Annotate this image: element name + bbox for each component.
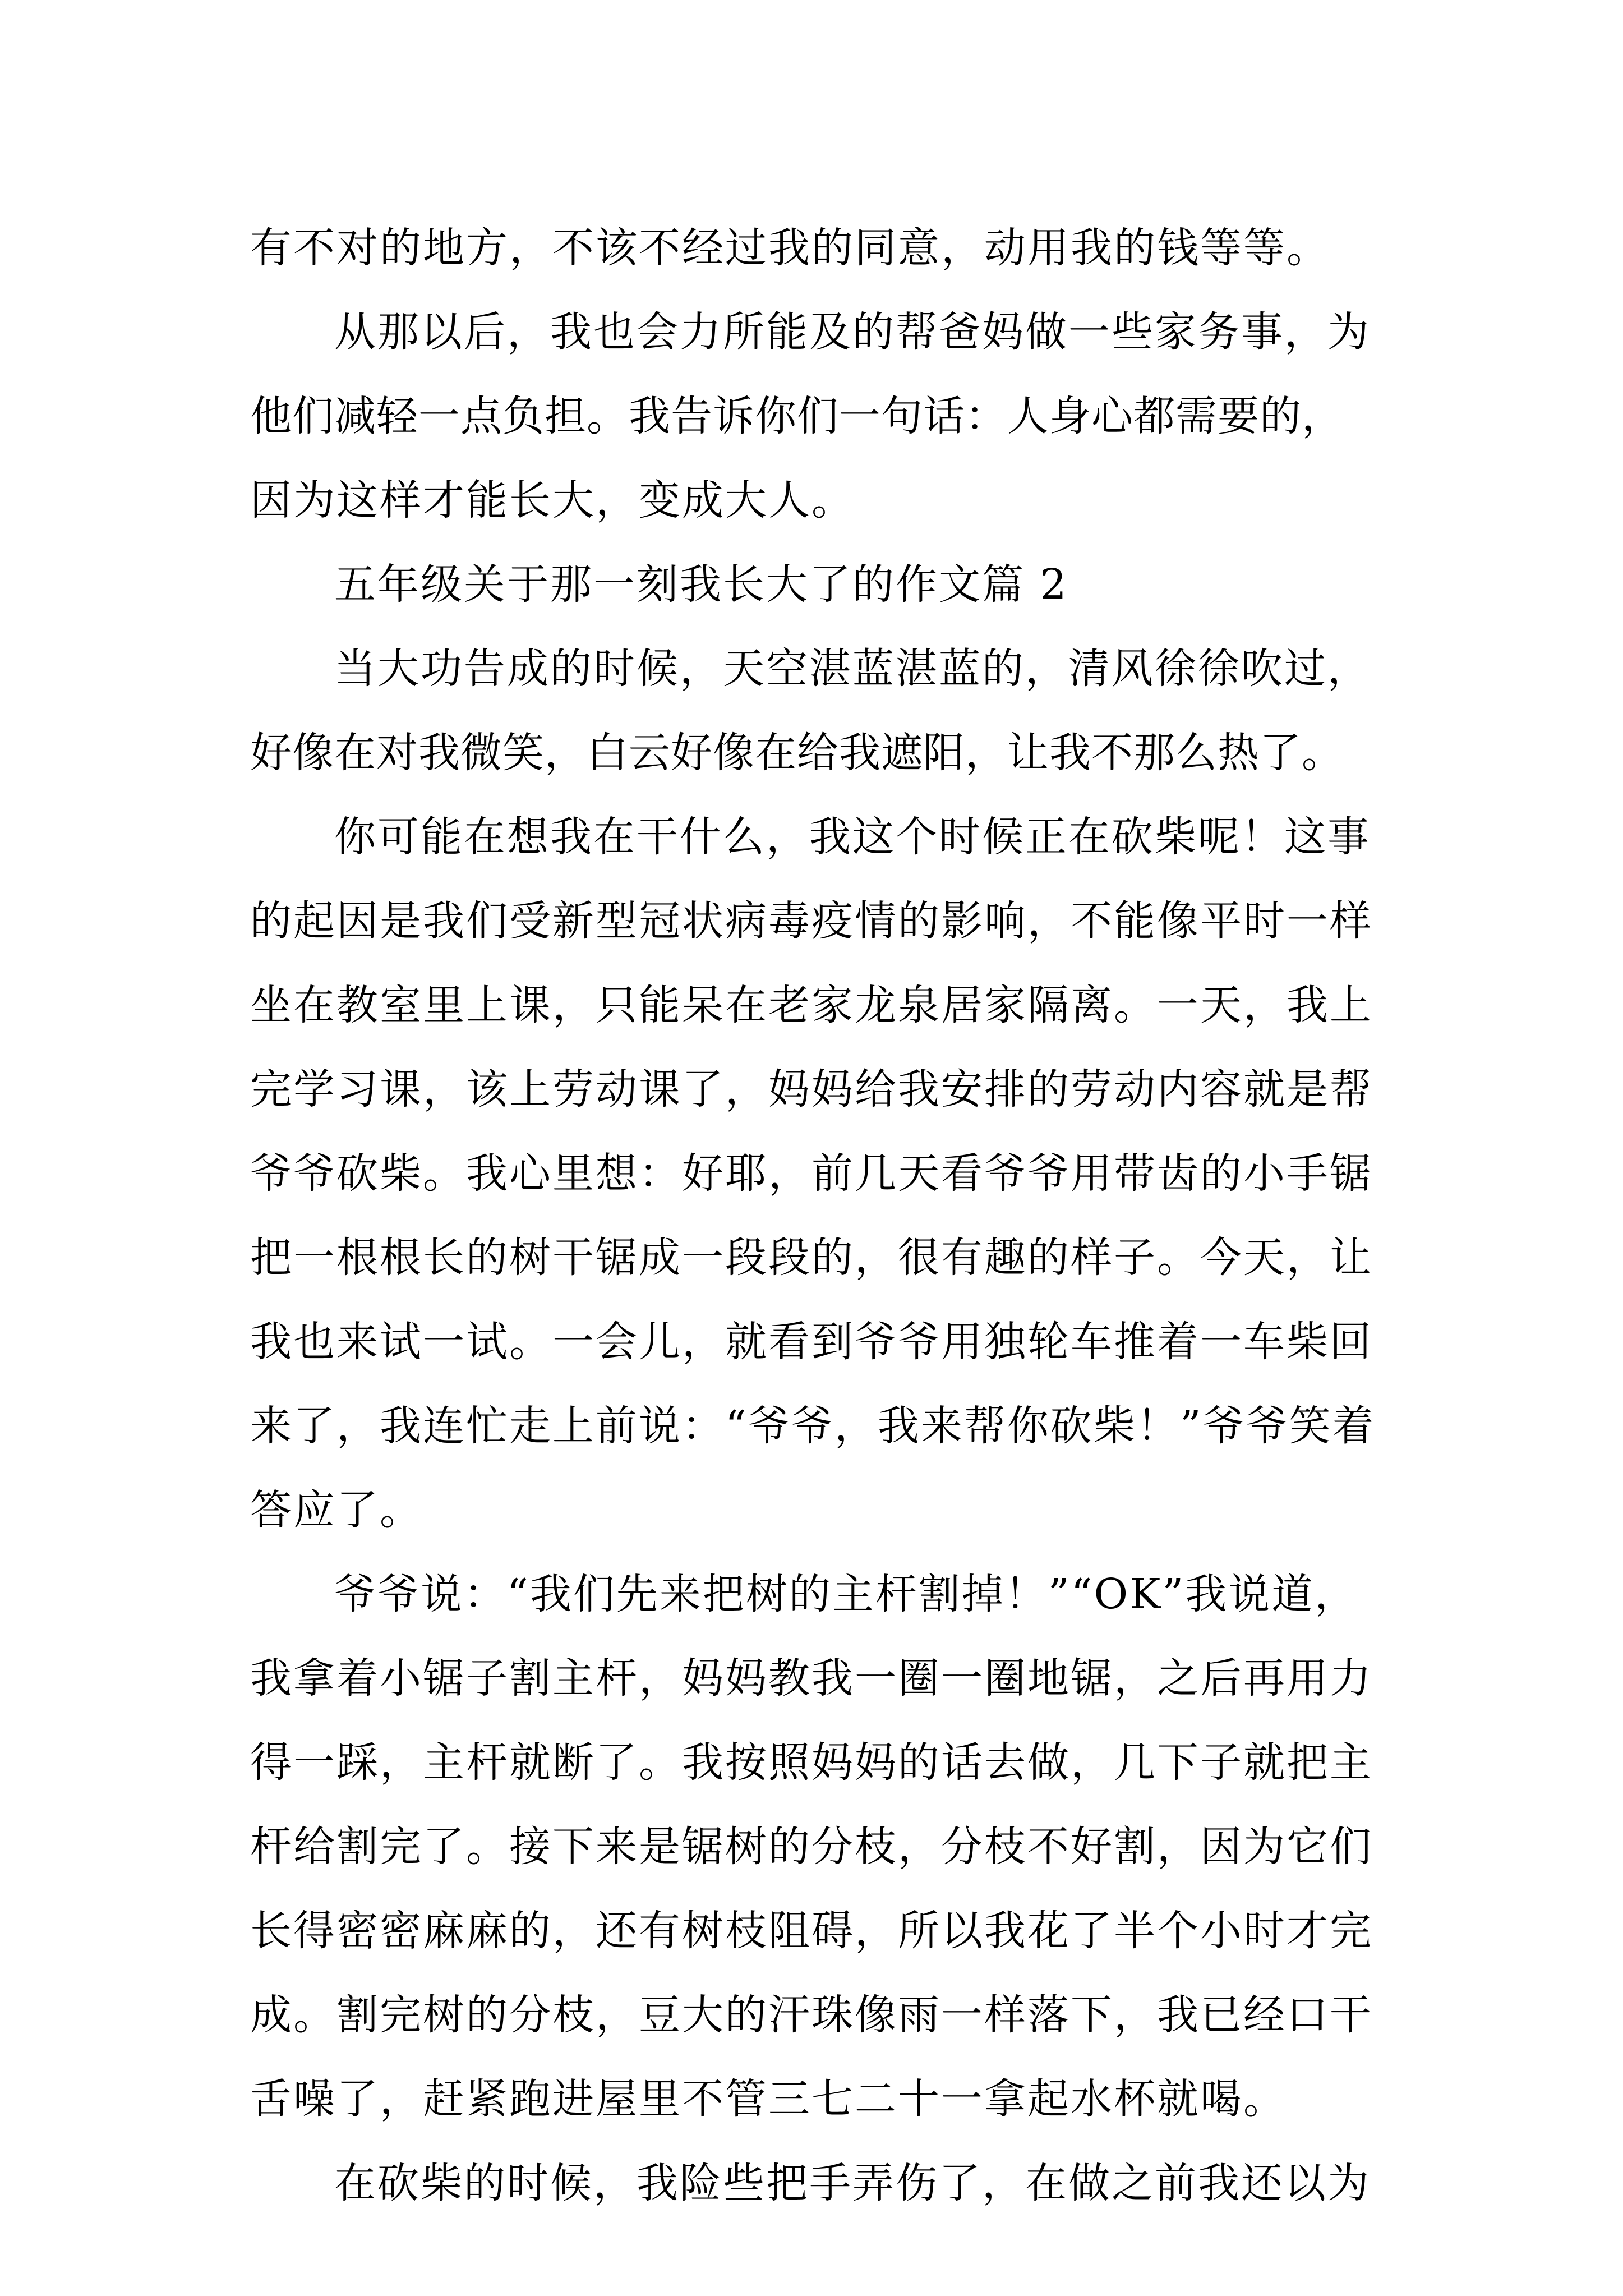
text-line: 的起因是我们受新型冠状病毒疫情的影响，不能像平时一样 [250, 897, 1373, 945]
text-line: 我也来试一试。一会儿，就看到爷爷用独轮车推着一车柴回 [250, 1318, 1373, 1366]
text-line: 当大功告成的时候，天空湛蓝湛蓝的，清风徐徐吹过， [334, 645, 1371, 693]
text-line: 舌噪了，赶紧跑进屋里不管三七二十一拿起水杯就喝。 [250, 2075, 1287, 2123]
text-line: 有不对的地方，不该不经过我的同意，动用我的钱等等。 [250, 224, 1330, 272]
text-line: 你可能在想我在干什么，我这个时候正在砍柴呢！这事 [334, 813, 1371, 861]
text-line: 我拿着小锯子割主杆，妈妈教我一圈一圈地锯，之后再用力 [250, 1654, 1373, 1703]
section-heading: 五年级关于那一刻我长大了的作文篇 2 [334, 560, 1068, 609]
text-line: 在砍柴的时候，我险些把手弄伤了，在做之前我还以为 [334, 2159, 1371, 2207]
text-line: 爷爷砍柴。我心里想：好耶，前几天看爷爷用带齿的小手锯 [250, 1149, 1373, 1198]
text-line: 爷爷说：“我们先来把树的主杆割掉！”“OK”我说道， [334, 1570, 1358, 1618]
text-line: 把一根根长的树干锯成一段段的，很有趣的样子。今天，让 [250, 1234, 1373, 1282]
text-line: 完学习课，该上劳动课了，妈妈给我安排的劳动内容就是帮 [250, 1065, 1373, 1114]
text-line: 好像在对我微笑，白云好像在给我遮阳，让我不那么热了。 [250, 729, 1344, 777]
text-line: 成。割完树的分枝，豆大的汗珠像雨一样落下，我已经口干 [250, 1991, 1373, 2039]
text-line: 答应了。 [250, 1486, 423, 1534]
text-line: 因为这样才能长大，变成大人。 [250, 476, 855, 524]
text-line: 来了，我连忙走上前说：“爷爷，我来帮你砍柴！”爷爷笑着 [250, 1402, 1376, 1450]
text-line: 得一踩，主杆就断了。我按照妈妈的话去做，几下子就把主 [250, 1738, 1373, 1787]
text-line: 从那以后，我也会力所能及的帮爸妈做一些家务事，为 [334, 308, 1371, 356]
text-line: 他们减轻一点负担。我告诉你们一句话：人身心都需要的， [250, 392, 1344, 440]
text-line: 坐在教室里上课，只能呆在老家龙泉居家隔离。一天，我上 [250, 981, 1373, 1029]
text-line: 杆给割完了。接下来是锯树的分枝，分枝不好割，因为它们 [250, 1823, 1373, 1871]
text-line: 长得密密麻麻的，还有树枝阻碍，所以我花了半个小时才完 [250, 1907, 1373, 1955]
